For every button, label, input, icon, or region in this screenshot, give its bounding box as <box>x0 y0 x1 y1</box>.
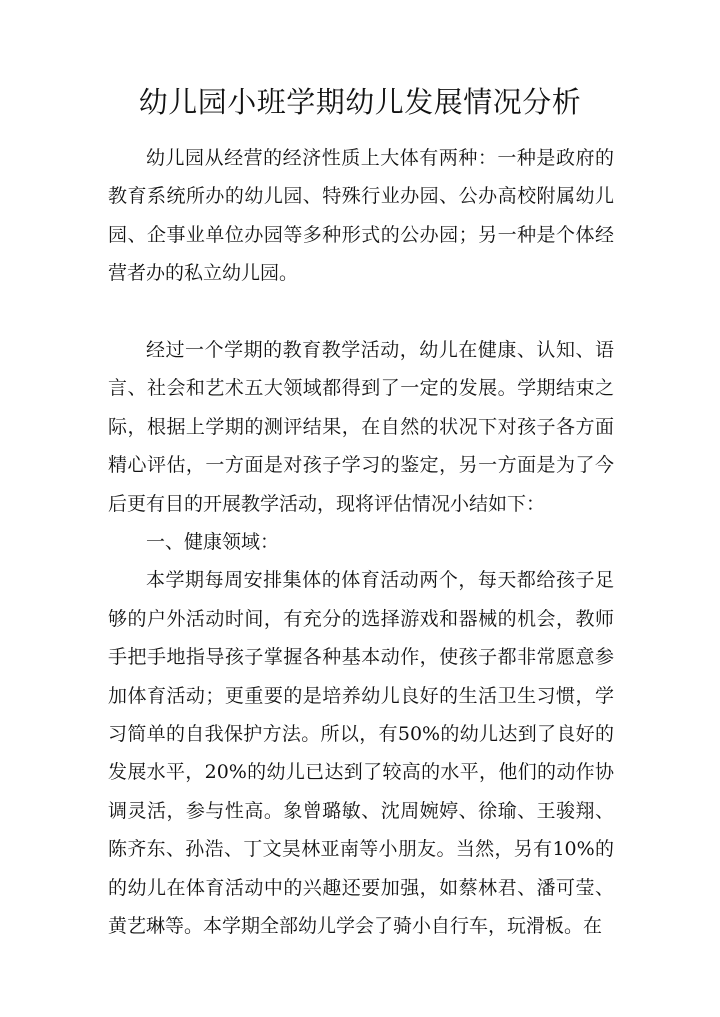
paragraph-kindergarten-types: 幼儿园从经营的经济性质上大体有两种：一种是政府的教育系统所办的幼儿园、特殊行业办园、公办高校附属幼儿园、企事业单位办园等多种形式的公办园；另一种是个体经营者办的私立幼儿园。 <box>108 147 614 285</box>
paragraph-spacer <box>108 293 614 331</box>
paragraph-semester-summary: 经过一个学期的教育教学活动，幼儿在健康、认知、语言、社会和艺术五大领域都得到了一定的发展。学期结束之际，根据上学期的测评结果，在自然的状况下对孩子各方面精心评估，一方面是对孩子学习的鉴定，另一方面是为了今后更有目的开展教学活动，现将评估情况小结如下： <box>108 339 614 515</box>
paragraph-health-details: 本学期每周安排集体的体育活动两个，每天都给孩子足够的户外活动时间，有充分的选择游戏和器械的机会，教师手把手地指导孩子掌握各种基本动作，使孩子都非常愿意参加体育活动；更重要的是培养幼儿良好的生活卫生习惯，学习简单的自我保护方法。所以，有50%的幼儿达到了良好的发展水平，20%的幼儿已达到了较高的水平，他们的动作协调灵活，参与性高。象曾璐敏、沈周婉婷、徐瑜、王骏翔、陈齐东、孙浩、丁文昊林亚南等小朋友。当然，另有10%的的幼儿在体育活动中的兴趣还要加强，如蔡林君、潘可莹、黄艺琳等。本学期全部幼儿学会了骑小自行车，玩滑板。在 <box>108 569 614 938</box>
document-body <box>108 139 614 946</box>
section-heading-health: 一、健康领域： <box>146 531 280 554</box>
document-title: 幼儿园小班学期幼儿发展情况分析 <box>138 85 582 119</box>
